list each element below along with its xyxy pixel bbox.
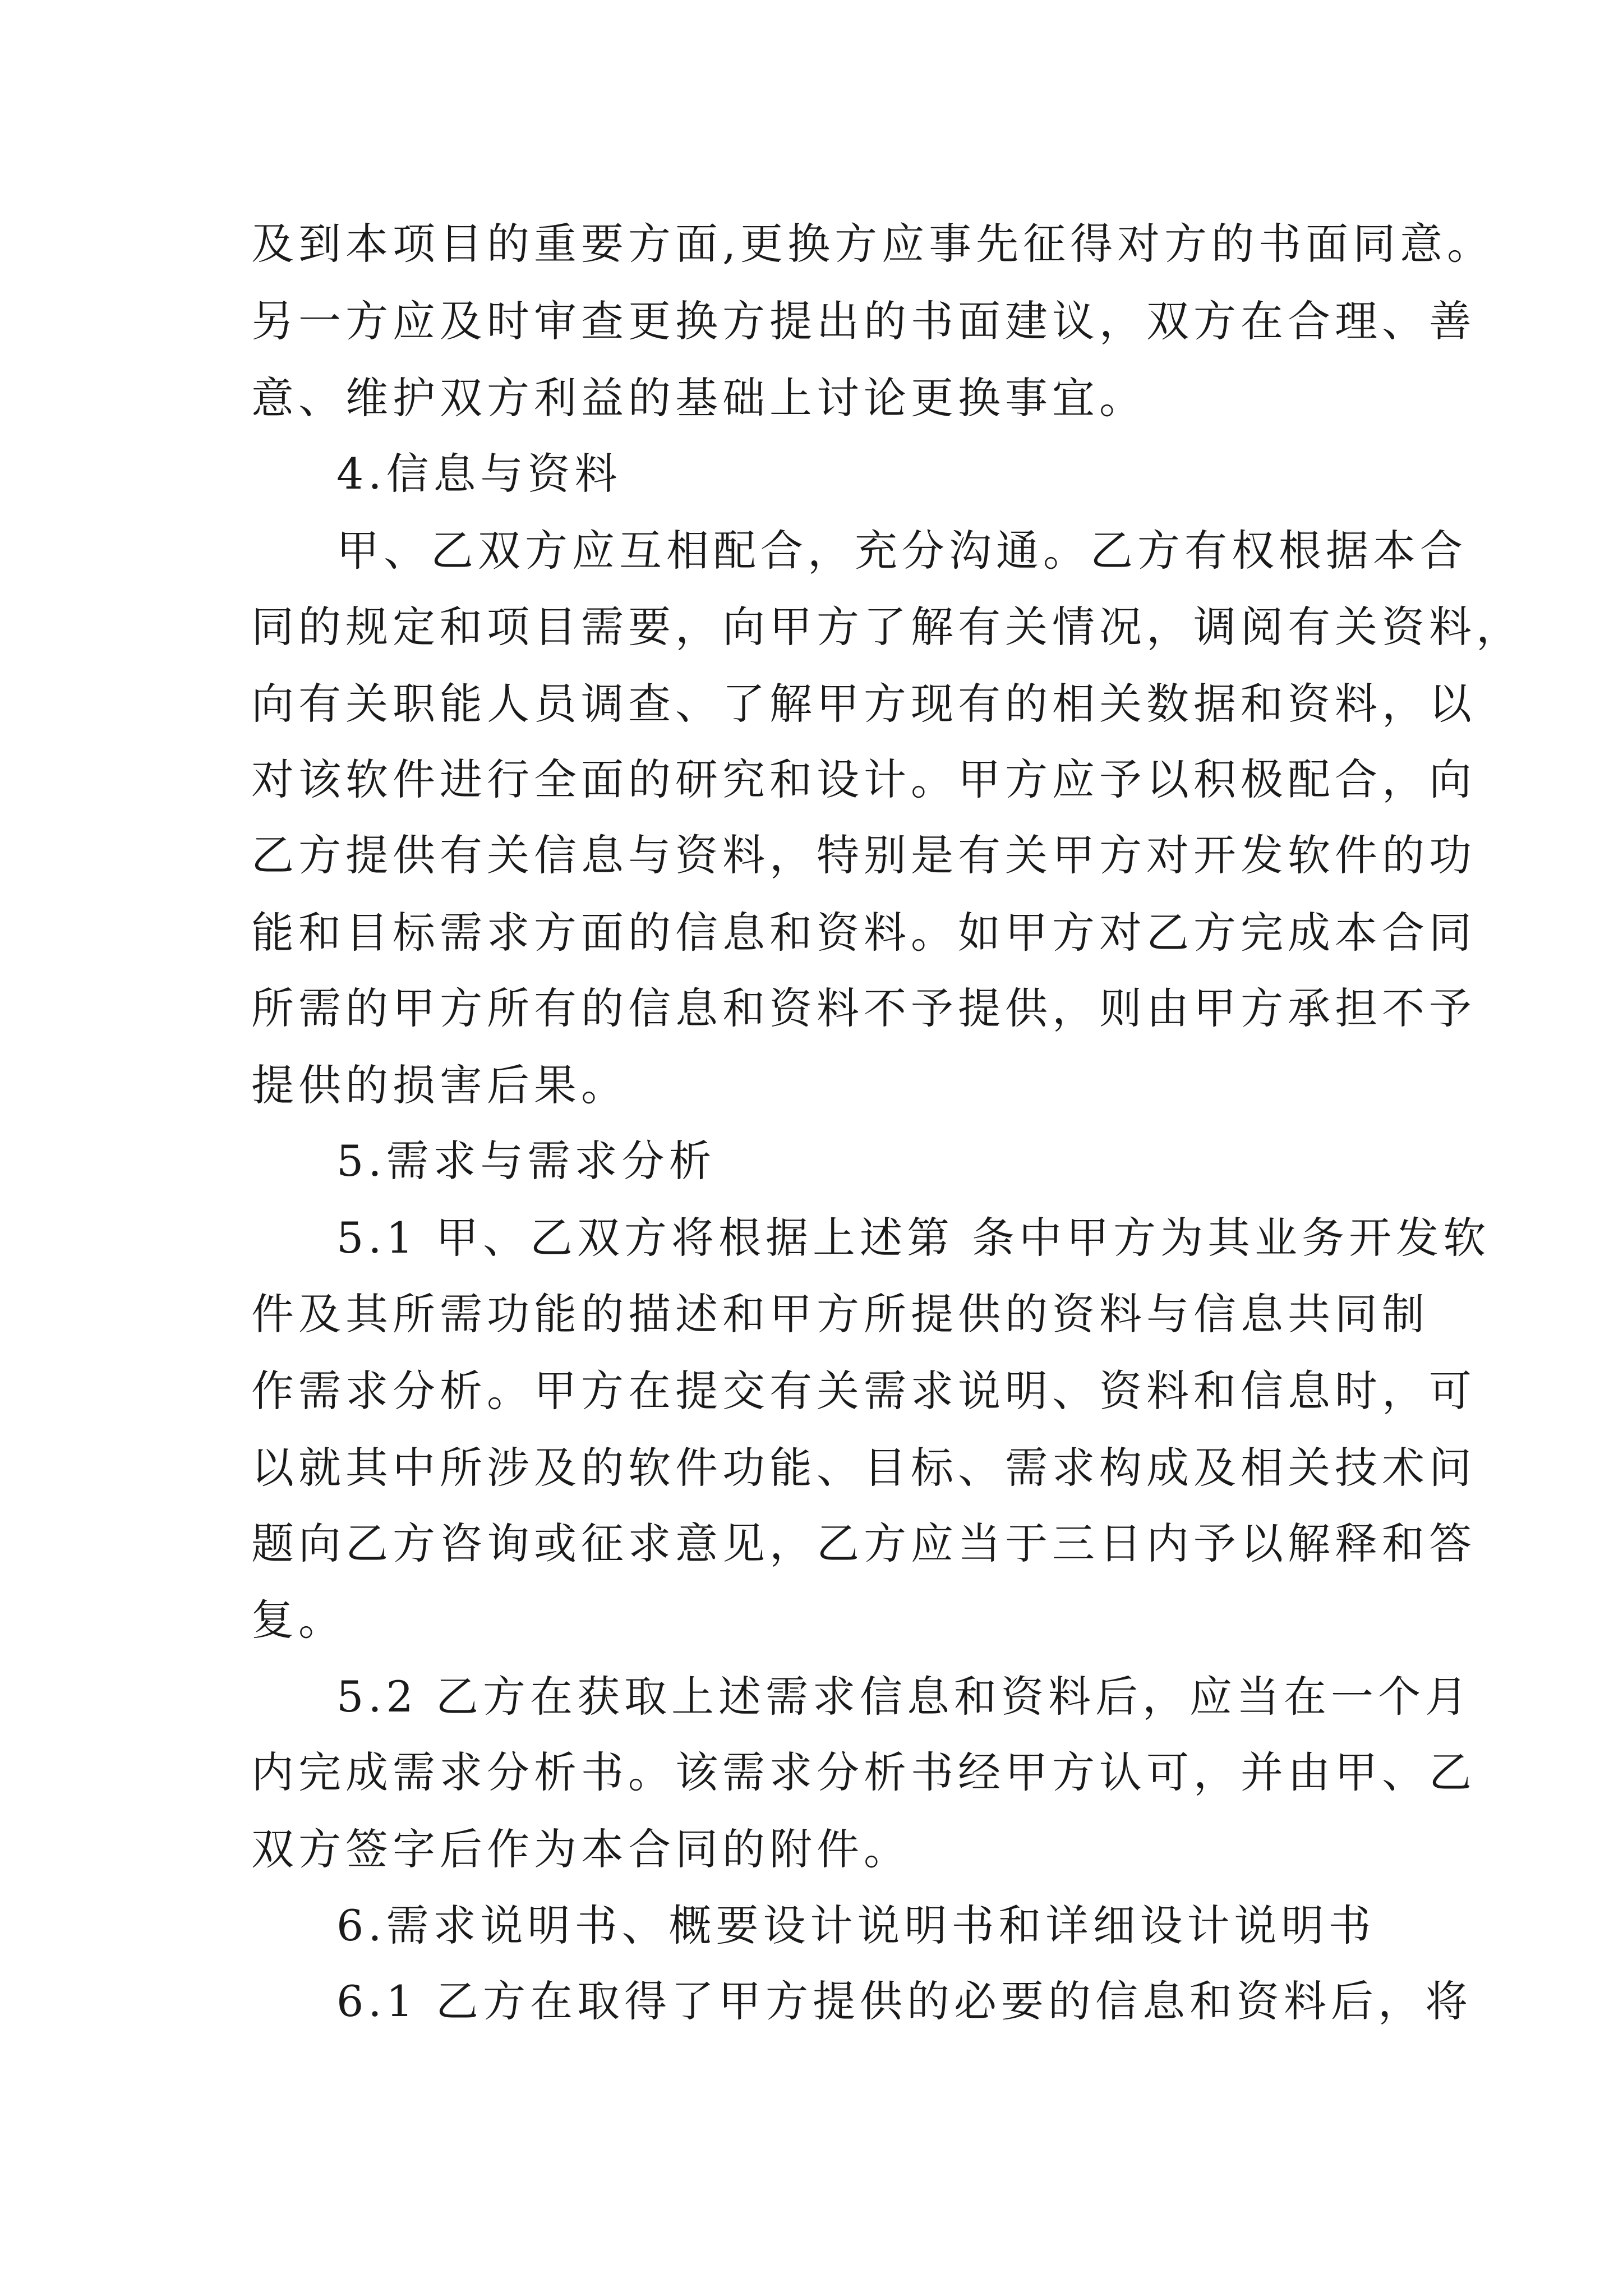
text-line: 对该软件进行全面的研究和设计。甲方应予以积极配合，向 xyxy=(251,754,1476,804)
text-line: 能和目标需求方面的信息和资料。如甲方对乙方完成本合同 xyxy=(251,908,1476,958)
text-line: 以就其中所涉及的软件功能、目标、需求构成及相关技术问 xyxy=(251,1443,1476,1493)
text-line: 及到本项目的重要方面,更换方应事先征得对方的书面同意。 xyxy=(251,219,1495,269)
text-line: 乙方提供有关信息与资料，特别是有关甲方对开发软件的功 xyxy=(251,830,1476,880)
text-line: 另一方应及时审查更换方提出的书面建议，双方在合理、善 xyxy=(251,296,1476,346)
section-heading: 4.信息与资料 xyxy=(336,449,622,499)
section-heading: 5.需求与需求分析 xyxy=(336,1136,716,1186)
text-line: 提供的损害后果。 xyxy=(251,1060,628,1110)
text-line: 5.1 甲、乙双方将根据上述第 条中甲方为其业务开发软 xyxy=(336,1213,1491,1263)
text-line: 件及其所需功能的描述和甲方所提供的资料与信息共同制 xyxy=(251,1289,1429,1339)
text-line: 意、维护双方利益的基础上讨论更换事宜。 xyxy=(251,373,1146,423)
section-heading: 6.需求说明书、概要设计说明书和详细设计说明书 xyxy=(336,1901,1376,1950)
text-line: 题向乙方咨询或征求意见，乙方应当于三日内予以解释和答 xyxy=(251,1519,1476,1568)
text-line: 作需求分析。甲方在提交有关需求说明、资料和信息时，可 xyxy=(251,1366,1476,1416)
text-line: 双方签字后作为本合同的附件。 xyxy=(251,1824,911,1874)
text-line: 内完成需求分析书。该需求分析书经甲方认可，并由甲、乙 xyxy=(251,1747,1476,1797)
text-line: 所需的甲方所有的信息和资料不予提供，则由甲方承担不予 xyxy=(251,983,1476,1033)
text-line: 向有关职能人员调查、了解甲方现有的相关数据和资料，以 xyxy=(251,679,1476,729)
text-line: 6.1 乙方在取得了甲方提供的必要的信息和资料后，将 xyxy=(336,1976,1473,2026)
text-line: 同的规定和项目需要，向甲方了解有关情况，调阅有关资料， xyxy=(251,602,1523,652)
text-line: 5.2 乙方在获取上述需求信息和资料后，应当在一个月 xyxy=(336,1672,1473,1722)
text-line: 复。 xyxy=(251,1595,345,1645)
text-line: 甲、乙双方应互相配合，充分沟通。乙方有权根据本合 xyxy=(336,526,1467,576)
